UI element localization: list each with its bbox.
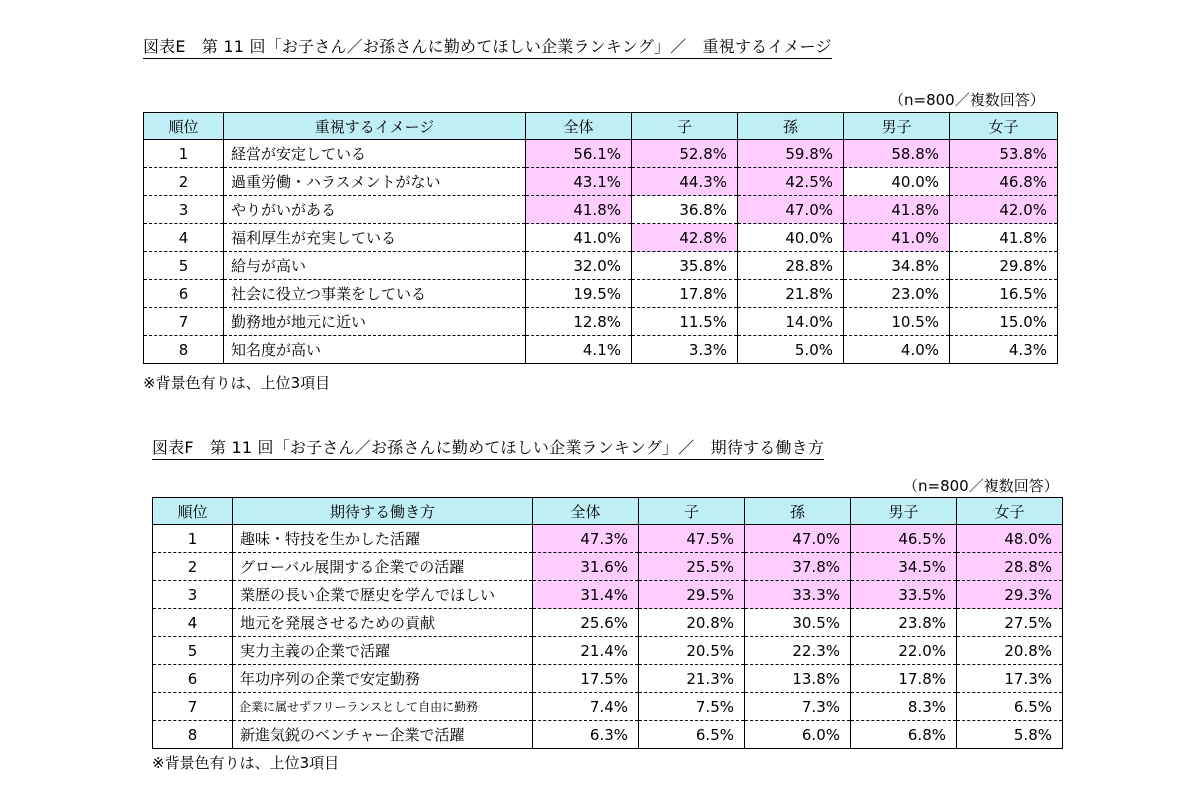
value-cell: 35.8%	[632, 252, 738, 280]
value-cell: 16.5%	[950, 280, 1058, 308]
item-label-cell: 知名度が高い	[224, 336, 526, 364]
table-e-body	[144, 140, 1058, 364]
value-cell: 29.3%	[957, 581, 1063, 609]
rank-cell: 7	[144, 308, 224, 336]
value-cell: 31.4%	[533, 581, 639, 609]
column-header: 女子	[957, 498, 1063, 525]
value-cell: 33.3%	[745, 581, 851, 609]
table-row	[153, 637, 1063, 665]
value-cell: 19.5%	[526, 280, 632, 308]
value-cell: 46.5%	[851, 525, 957, 553]
item-label-cell: 業歴の長い企業で歴史を学んでほしい	[233, 581, 533, 609]
value-cell: 43.1%	[526, 168, 632, 196]
value-cell: 7.4%	[533, 693, 639, 721]
item-label-cell: 趣味・特技を生かした活躍	[233, 525, 533, 553]
value-cell: 20.8%	[639, 609, 745, 637]
column-header: 全体	[526, 113, 632, 140]
value-cell: 5.0%	[738, 336, 844, 364]
value-cell: 47.0%	[738, 196, 844, 224]
value-cell: 41.0%	[526, 224, 632, 252]
value-cell: 17.8%	[632, 280, 738, 308]
value-cell: 6.5%	[957, 693, 1063, 721]
value-cell: 53.8%	[950, 140, 1058, 168]
value-cell: 4.3%	[950, 336, 1058, 364]
value-cell: 4.0%	[844, 336, 950, 364]
value-cell: 20.5%	[639, 637, 745, 665]
value-cell: 33.5%	[851, 581, 957, 609]
rank-cell: 3	[153, 581, 233, 609]
table-row	[144, 224, 1058, 252]
rank-cell: 8	[144, 336, 224, 364]
value-cell: 40.0%	[844, 168, 950, 196]
item-label-cell: 経営が安定している	[224, 140, 526, 168]
table-f-body	[153, 525, 1063, 749]
value-cell: 41.8%	[844, 196, 950, 224]
item-label-cell: 企業に属せずフリーランスとして自由に勤務	[233, 693, 533, 721]
value-cell: 22.0%	[851, 637, 957, 665]
column-header: 期待する働き方	[233, 498, 533, 525]
column-header: 順位	[144, 113, 224, 140]
table-f-footnote: ※背景色有りは、上位3項目	[152, 754, 340, 772]
value-cell: 10.5%	[844, 308, 950, 336]
column-header: 子	[639, 498, 745, 525]
value-cell: 14.0%	[738, 308, 844, 336]
rank-cell: 2	[153, 553, 233, 581]
value-cell: 44.3%	[632, 168, 738, 196]
column-header: 男子	[851, 498, 957, 525]
table-f	[152, 497, 1063, 749]
table-row	[144, 168, 1058, 196]
value-cell: 17.3%	[957, 665, 1063, 693]
value-cell: 12.8%	[526, 308, 632, 336]
rank-cell: 1	[153, 525, 233, 553]
item-label-cell: グローバル展開する企業での活躍	[233, 553, 533, 581]
rank-cell: 5	[144, 252, 224, 280]
value-cell: 59.8%	[738, 140, 844, 168]
value-cell: 23.0%	[844, 280, 950, 308]
value-cell: 47.3%	[533, 525, 639, 553]
value-cell: 42.5%	[738, 168, 844, 196]
rank-cell: 2	[144, 168, 224, 196]
value-cell: 21.8%	[738, 280, 844, 308]
item-label-cell: 実力主義の企業で活躍	[233, 637, 533, 665]
table-row	[153, 721, 1063, 749]
table-row	[153, 609, 1063, 637]
value-cell: 29.5%	[639, 581, 745, 609]
rank-cell: 7	[153, 693, 233, 721]
table-row	[153, 553, 1063, 581]
value-cell: 34.8%	[844, 252, 950, 280]
value-cell: 22.3%	[745, 637, 851, 665]
rank-cell: 6	[144, 280, 224, 308]
value-cell: 25.5%	[639, 553, 745, 581]
table-f-title: 図表F 第 11 回「お子さん／お孫さんに勤めてほしい企業ランキング」／ 期待する働き方	[152, 438, 824, 460]
value-cell: 32.0%	[526, 252, 632, 280]
value-cell: 29.8%	[950, 252, 1058, 280]
value-cell: 42.8%	[632, 224, 738, 252]
table-row	[153, 665, 1063, 693]
item-label-cell: 勤務地が地元に近い	[224, 308, 526, 336]
table-row	[144, 140, 1058, 168]
value-cell: 41.0%	[844, 224, 950, 252]
value-cell: 21.3%	[639, 665, 745, 693]
value-cell: 6.3%	[533, 721, 639, 749]
value-cell: 17.5%	[533, 665, 639, 693]
table-row	[144, 308, 1058, 336]
table-e-section	[143, 37, 832, 59]
item-label-cell: やりがいがある	[224, 196, 526, 224]
table-row	[153, 525, 1063, 553]
table-row	[153, 581, 1063, 609]
table-e-sample-note: （n=800／複数回答）	[889, 91, 1045, 109]
column-header: 孫	[738, 113, 844, 140]
column-header: 重視するイメージ	[224, 113, 526, 140]
rank-cell: 6	[153, 665, 233, 693]
table-e-title: 図表E 第 11 回「お子さん／お孫さんに勤めてほしい企業ランキング」／ 重視するイメージ	[143, 37, 832, 59]
value-cell: 52.8%	[632, 140, 738, 168]
item-label-cell: 新進気鋭のベンチャー企業で活躍	[233, 721, 533, 749]
rank-cell: 4	[153, 609, 233, 637]
value-cell: 48.0%	[957, 525, 1063, 553]
value-cell: 5.8%	[957, 721, 1063, 749]
table-row	[144, 196, 1058, 224]
value-cell: 6.5%	[639, 721, 745, 749]
value-cell: 13.8%	[745, 665, 851, 693]
value-cell: 4.1%	[526, 336, 632, 364]
column-header: 全体	[533, 498, 639, 525]
item-label-cell: 地元を発展させるための貢献	[233, 609, 533, 637]
value-cell: 47.0%	[745, 525, 851, 553]
value-cell: 27.5%	[957, 609, 1063, 637]
value-cell: 20.8%	[957, 637, 1063, 665]
value-cell: 11.5%	[632, 308, 738, 336]
value-cell: 30.5%	[745, 609, 851, 637]
value-cell: 47.5%	[639, 525, 745, 553]
value-cell: 31.6%	[533, 553, 639, 581]
value-cell: 28.8%	[738, 252, 844, 280]
rank-cell: 8	[153, 721, 233, 749]
value-cell: 17.8%	[851, 665, 957, 693]
rank-cell: 5	[153, 637, 233, 665]
value-cell: 3.3%	[632, 336, 738, 364]
value-cell: 23.8%	[851, 609, 957, 637]
item-label-cell: 年功序列の企業で安定勤務	[233, 665, 533, 693]
column-header: 女子	[950, 113, 1058, 140]
value-cell: 28.8%	[957, 553, 1063, 581]
value-cell: 46.8%	[950, 168, 1058, 196]
value-cell: 6.8%	[851, 721, 957, 749]
value-cell: 37.8%	[745, 553, 851, 581]
item-label-cell: 社会に役立つ事業をしている	[224, 280, 526, 308]
column-header: 男子	[844, 113, 950, 140]
value-cell: 25.6%	[533, 609, 639, 637]
table-f-section	[152, 438, 824, 460]
value-cell: 56.1%	[526, 140, 632, 168]
table-e-header-row	[144, 113, 1058, 140]
rank-cell: 3	[144, 196, 224, 224]
item-label-cell: 給与が高い	[224, 252, 526, 280]
value-cell: 41.8%	[950, 224, 1058, 252]
value-cell: 42.0%	[950, 196, 1058, 224]
value-cell: 40.0%	[738, 224, 844, 252]
item-label-cell: 福利厚生が充実している	[224, 224, 526, 252]
value-cell: 36.8%	[632, 196, 738, 224]
rank-cell: 1	[144, 140, 224, 168]
value-cell: 41.8%	[526, 196, 632, 224]
value-cell: 6.0%	[745, 721, 851, 749]
value-cell: 7.3%	[745, 693, 851, 721]
table-row	[144, 280, 1058, 308]
value-cell: 34.5%	[851, 553, 957, 581]
item-label-cell: 過重労働・ハラスメントがない	[224, 168, 526, 196]
value-cell: 8.3%	[851, 693, 957, 721]
value-cell: 58.8%	[844, 140, 950, 168]
column-header: 子	[632, 113, 738, 140]
rank-cell: 4	[144, 224, 224, 252]
table-row	[144, 336, 1058, 364]
value-cell: 15.0%	[950, 308, 1058, 336]
table-e	[143, 112, 1058, 364]
value-cell: 21.4%	[533, 637, 639, 665]
table-f-sample-note: （n=800／複数回答）	[903, 477, 1059, 495]
column-header: 孫	[745, 498, 851, 525]
table-row	[144, 252, 1058, 280]
table-row	[153, 693, 1063, 721]
table-f-header-row	[153, 498, 1063, 525]
column-header: 順位	[153, 498, 233, 525]
table-e-footnote: ※背景色有りは、上位3項目	[143, 374, 331, 392]
value-cell: 7.5%	[639, 693, 745, 721]
